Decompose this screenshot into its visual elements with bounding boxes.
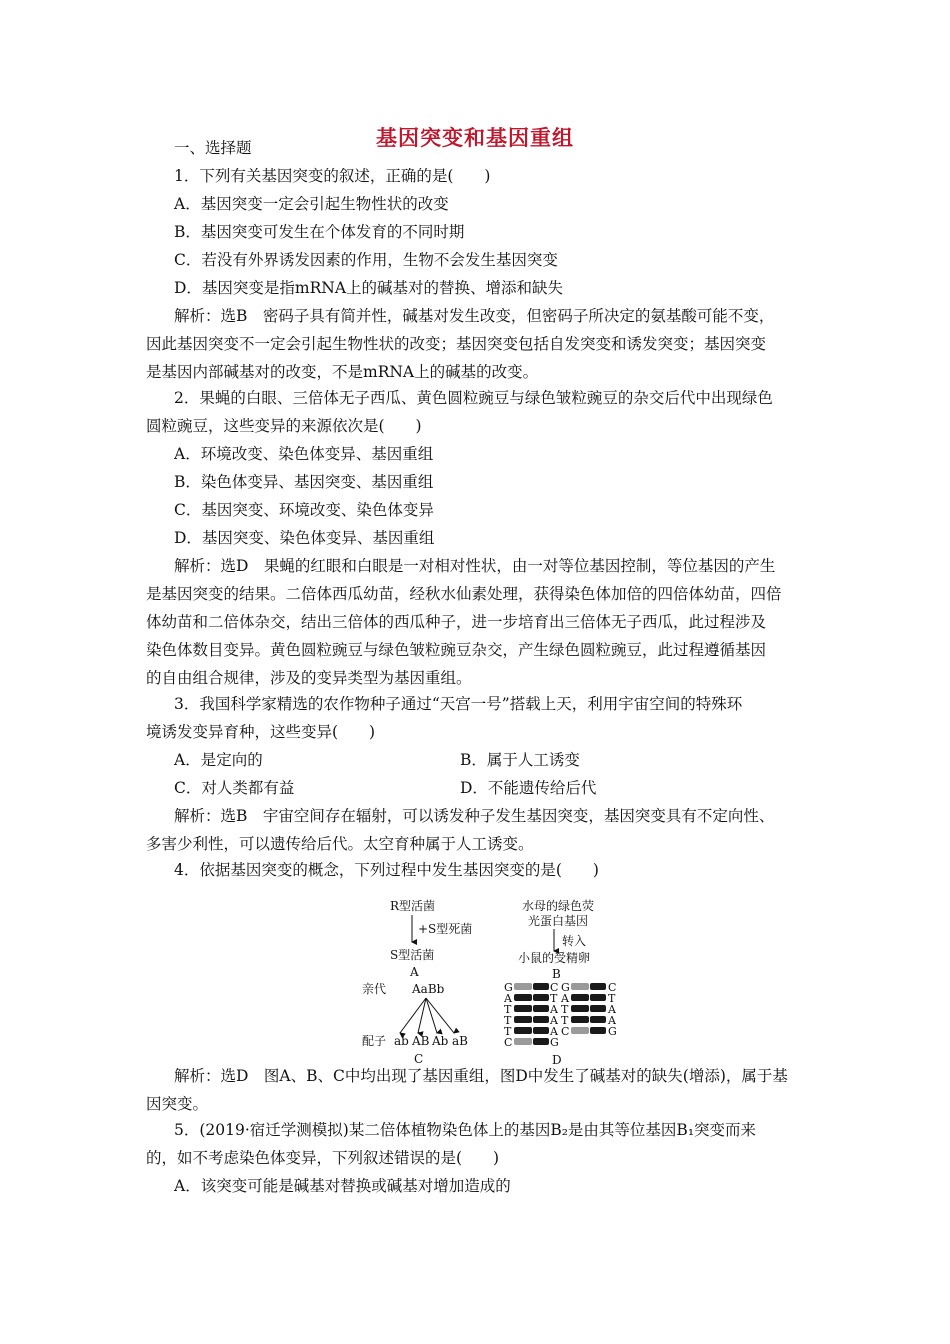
text-line: 解析：选B 密码子具有简并性，碱基对发生改变，但密码子所决定的氨基酸可能不变， bbox=[174, 307, 775, 325]
base-pair-bar bbox=[571, 1005, 589, 1012]
base-letter: A bbox=[550, 1003, 558, 1016]
text-line: 的，如不考虑染色体变异，下列叙述错误的是( ) bbox=[146, 1149, 500, 1167]
base-pair-bar bbox=[514, 1005, 532, 1012]
text-line: 解析：选D 图A、B、C中均出现了基因重组，图D中发生了碱基对的缺失(增添)，属于基 bbox=[174, 1067, 788, 1085]
base-letter: T bbox=[608, 992, 616, 1005]
text-line: B．属于人工诱变 bbox=[460, 751, 580, 769]
fig-c-label: C bbox=[414, 1052, 424, 1066]
fig-b-arrow: 转入 bbox=[562, 934, 587, 948]
base-letter: G bbox=[561, 981, 570, 994]
base-pair-bar bbox=[571, 1016, 589, 1023]
base-pair-bar bbox=[514, 994, 532, 1001]
text-line: A．该突变可能是碱基对替换或碱基对增加造成的 bbox=[174, 1177, 511, 1195]
text-line: 的自由组合规律，涉及的变异类型为基因重组。 bbox=[146, 669, 472, 687]
text-line: 5．(2019·宿迁学测模拟)某二倍体植物染色体上的基因B₂是由其等位基因B₁突变而来 bbox=[174, 1121, 757, 1139]
text-line: A．基因突变一定会引起生物性状的改变 bbox=[174, 195, 449, 213]
text-line: 染色体数目变异。黄色圆粒豌豆与绿色皱粒豌豆杂交，产生绿色圆粒豌豆，此过程遵循基因 bbox=[146, 641, 767, 659]
text-line: C．对人类都有益 bbox=[174, 779, 295, 797]
base-letter: A bbox=[608, 1003, 616, 1016]
fig-c-parent-label: 亲代 bbox=[362, 982, 387, 996]
text-line: 圆粒豌豆，这些变异的来源依次是( ) bbox=[146, 417, 422, 435]
text-line: 体幼苗和二倍体杂交，结出三倍体的西瓜种子，进一步培育出三倍体无子西瓜，此过程涉及 bbox=[146, 613, 767, 631]
base-pair-bar bbox=[571, 994, 589, 1001]
text-line: B．基因突变可发生在个体发育的不同时期 bbox=[174, 223, 465, 241]
base-pair-bar bbox=[514, 1016, 532, 1023]
base-pair-bar bbox=[571, 983, 589, 990]
text-line: 是基因突变的结果。二倍体西瓜幼苗，经秋水仙素处理，获得染色体加倍的四倍体幼苗，四倍 bbox=[146, 585, 782, 603]
text-line: 一、选择题 bbox=[174, 139, 252, 157]
text-line: D．基因突变是指mRNA上的碱基对的替换、增添和缺失 bbox=[174, 279, 564, 297]
text-line: 是基因内部碱基对的改变，不是mRNA上的碱基的改变。 bbox=[146, 363, 539, 381]
base-pair-bar bbox=[514, 983, 532, 990]
fig-b-top1: 水母的绿色荧 bbox=[522, 899, 595, 913]
fig-c-gamete: ab bbox=[394, 1034, 409, 1048]
text-line: 3．我国科学家精选的农作物种子通过“天宫一号”搭载上天，利用宇宙空间的特殊环 bbox=[174, 695, 743, 713]
text-line: 解析：选B 宇宙空间存在辐射，可以诱发种子发生基因突变，基因突变具有不定向性、 bbox=[174, 807, 775, 825]
fig-c-gamete: aB bbox=[452, 1034, 468, 1048]
base-pair-bar bbox=[571, 1027, 589, 1034]
base-pair-bar bbox=[590, 1027, 606, 1034]
text-line: 因突变。 bbox=[146, 1095, 209, 1113]
fig-c-gamete: Ab bbox=[432, 1034, 449, 1048]
text-line: 4．依据基因突变的概念，下列过程中发生基因突变的是( ) bbox=[174, 861, 599, 879]
base-letter: A bbox=[608, 1014, 616, 1027]
fig-a-result: S型活菌 bbox=[390, 948, 435, 962]
base-letter: G bbox=[504, 981, 513, 994]
base-letter: A bbox=[504, 992, 512, 1005]
text-line: 因此基因突变不一定会引起生物性状的改变；基因突变包括自发突变和诱发突变；基因突变 bbox=[146, 335, 767, 353]
base-letter: G bbox=[550, 1036, 559, 1049]
fig-b-result: 小鼠的受精卵 bbox=[518, 951, 591, 965]
base-letter: T bbox=[504, 1003, 512, 1016]
base-pair-bar bbox=[533, 1016, 549, 1023]
text-line: A．是定向的 bbox=[174, 751, 263, 769]
fig-b-top2: 光蛋白基因 bbox=[528, 914, 589, 928]
base-pair-bar bbox=[514, 1038, 532, 1045]
fig-a-top: R型活菌 bbox=[390, 899, 436, 913]
fig-d-label: D bbox=[552, 1053, 562, 1067]
base-letter: C bbox=[608, 981, 617, 994]
fig-a-label: A bbox=[410, 965, 419, 979]
base-letter: T bbox=[504, 1025, 512, 1038]
base-letter: A bbox=[550, 1014, 558, 1027]
base-pair-bar bbox=[590, 1016, 606, 1023]
text-line: D．基因突变、染色体变异、基因重组 bbox=[174, 529, 435, 547]
base-letter: T bbox=[561, 1014, 569, 1027]
base-pair-bar bbox=[533, 1027, 549, 1034]
base-letter: T bbox=[504, 1014, 512, 1027]
base-letter: C bbox=[550, 981, 559, 994]
base-pair-bar bbox=[514, 1027, 532, 1034]
base-letter: C bbox=[561, 1025, 570, 1038]
base-letter: C bbox=[504, 1036, 513, 1049]
document-title: 基因突变和基因重组 bbox=[376, 125, 574, 150]
base-pair-bar bbox=[590, 983, 606, 990]
base-pair-bar bbox=[590, 1005, 606, 1012]
text-line: 境诱发变异育种，这些变异( ) bbox=[146, 723, 376, 741]
text-line: B．染色体变异、基因突变、基因重组 bbox=[174, 473, 434, 491]
text-line: D．不能遗传给后代 bbox=[460, 779, 597, 797]
base-pair-bar bbox=[533, 1038, 549, 1045]
base-pair-bar bbox=[533, 1005, 549, 1012]
base-pair-bar bbox=[590, 994, 606, 1001]
base-pair-bar bbox=[533, 994, 549, 1001]
base-letter: A bbox=[561, 992, 569, 1005]
text-line: C．若没有外界诱发因素的作用，生物不会发生基因突变 bbox=[174, 251, 558, 269]
base-letter: G bbox=[608, 1025, 617, 1038]
fig-b-label: B bbox=[552, 967, 561, 981]
base-letter: T bbox=[561, 1003, 569, 1016]
base-letter: A bbox=[550, 1025, 558, 1038]
base-pair-bar bbox=[533, 983, 549, 990]
base-letter: T bbox=[550, 992, 558, 1005]
text-line: 解析：选D 果蝇的红眼和白眼是一对相对性状，由一对等位基因控制，等位基因的产生 bbox=[174, 557, 776, 575]
fig-c-parent: AaBb bbox=[412, 982, 445, 996]
fig-d-ladder bbox=[503, 981, 617, 1067]
text-line: 多害少利性，可以遗传给后代。太空育种属于人工诱变。 bbox=[146, 835, 534, 853]
question-4-figure bbox=[350, 893, 650, 1071]
fig-c-gamete-label: 配子 bbox=[362, 1034, 387, 1048]
fig-c-gamete: AB bbox=[412, 1034, 430, 1048]
text-line: C．基因突变、环境改变、染色体变异 bbox=[174, 501, 434, 519]
text-line: 2．果蝇的白眼、三倍体无子西瓜、黄色圆粒豌豆与绿色皱粒豌豆的杂交后代中出现绿色 bbox=[174, 389, 773, 407]
text-line: A．环境改变、染色体变异、基因重组 bbox=[174, 445, 434, 463]
fig-a-add: +S型死菌 bbox=[418, 922, 473, 936]
text-line: 1．下列有关基因突变的叙述，正确的是( ) bbox=[174, 167, 491, 185]
